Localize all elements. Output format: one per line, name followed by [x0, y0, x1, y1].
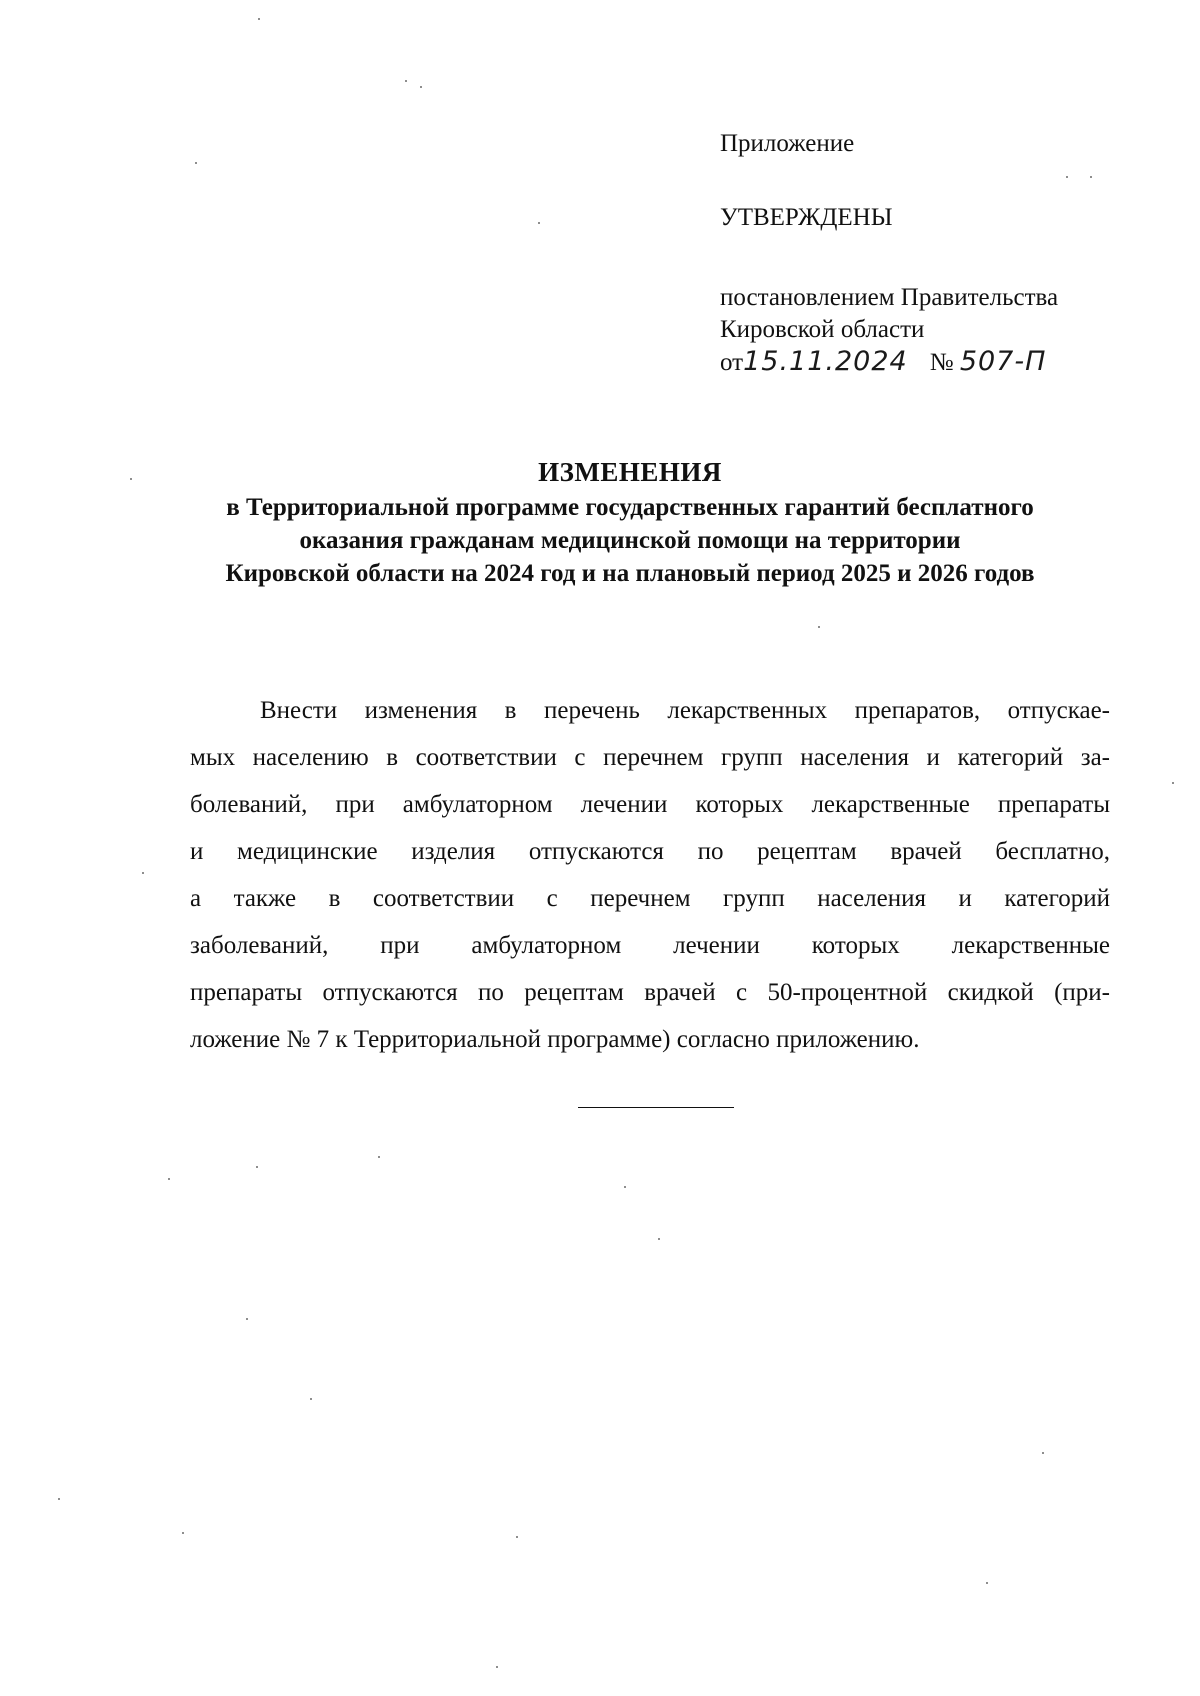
body-paragraph: [190, 687, 1110, 1063]
scan-speck: [1042, 1452, 1044, 1454]
scan-speck: [256, 1166, 258, 1168]
scan-speck: [130, 478, 132, 480]
scan-speck: [168, 1178, 170, 1180]
scan-speck: [496, 1666, 498, 1668]
paragraph-line: препараты отпускаются по рецептам врачей с 50-процентной скидкой (при-: [190, 979, 1110, 1006]
approval-block: [720, 128, 1160, 379]
scan-speck: [986, 1582, 988, 1584]
scan-speck: [142, 872, 144, 874]
decree-date-number: [720, 346, 1160, 379]
handwritten-number: 507-П: [959, 346, 1047, 377]
scan-speck: [1066, 176, 1068, 178]
scan-speck: [1172, 782, 1174, 784]
paragraph-line: болеваний, при амбулаторном лечении которых лекарственные препараты: [190, 791, 1110, 818]
paragraph-line: а также в соответствии с перечнем групп населения и категорий: [190, 885, 1110, 912]
number-prefix: №: [929, 349, 954, 376]
scan-speck: [658, 1238, 660, 1240]
paragraph-line: Внести изменения в перечень лекарственных препаратов, отпускае-: [260, 697, 1110, 724]
scan-speck: [538, 222, 540, 224]
scan-speck: [420, 86, 422, 88]
scan-speck: [378, 1156, 380, 1158]
region-line: Кировской области: [720, 316, 925, 343]
paragraph-line: заболеваний, при амбулаторном лечении которых лекарственные: [190, 932, 1110, 959]
scan-speck: [624, 1186, 626, 1188]
paragraph-line: ложение № 7 к Территориальной программе) согласно приложению.: [190, 1026, 920, 1053]
heading-title: ИЗМЕНЕНИЯ: [538, 457, 722, 487]
scan-speck: [195, 162, 197, 164]
scan-speck: [1090, 176, 1092, 178]
paragraph-line: и медицинские изделия отпускаются по рецептам врачей бесплатно,: [190, 838, 1110, 865]
approved-label: УТВЕРЖДЕНЫ: [720, 204, 893, 231]
heading-line-3: Кировской области на 2024 год и на плановый период 2025 и 2026 годов: [225, 560, 1035, 587]
date-prefix: от: [720, 349, 744, 376]
heading-line-2: оказания гражданам медицинской помощи на территории: [299, 527, 961, 554]
scan-speck: [246, 1318, 248, 1320]
closing-rule: [578, 1107, 734, 1108]
scan-speck: [310, 1398, 312, 1400]
handwritten-date: 15.11.2024: [743, 346, 908, 377]
scan-speck: [182, 1532, 184, 1534]
decree-line: постановлением Правительства: [720, 284, 1059, 311]
scan-speck: [516, 1536, 518, 1538]
scan-speck: [818, 626, 820, 628]
scan-speck: [58, 1498, 60, 1500]
document-heading: [150, 456, 1110, 590]
scan-speck: [258, 18, 260, 20]
appendix-label: Приложение: [720, 130, 855, 157]
scan-speck: [405, 80, 407, 82]
paragraph-line: мых населению в соответствии с перечнем групп населения и категорий за-: [190, 744, 1110, 771]
heading-line-1: в Территориальной программе государственных гарантий бесплатного: [226, 494, 1034, 521]
